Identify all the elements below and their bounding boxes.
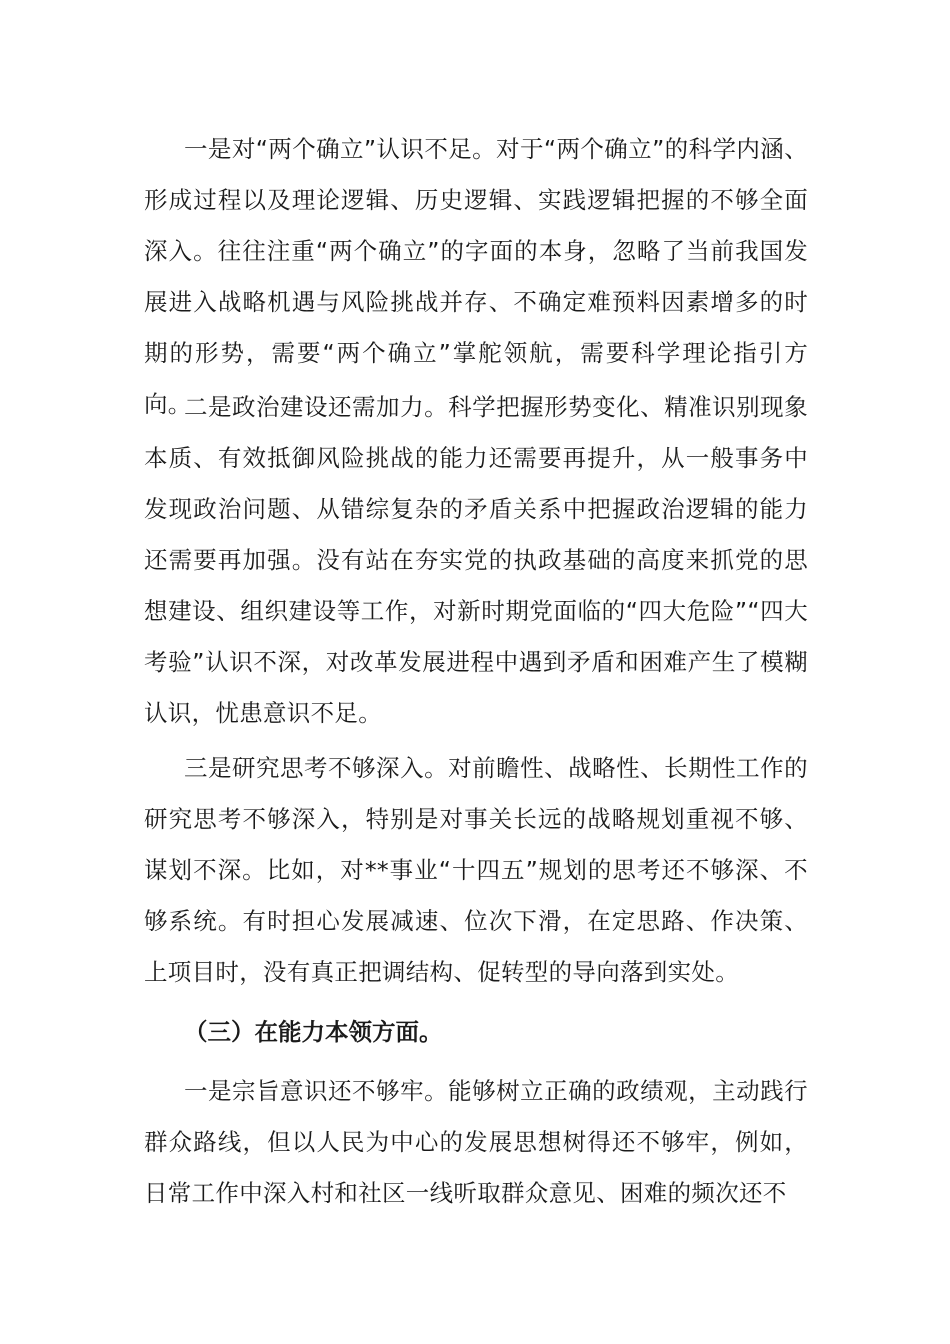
paragraph-purpose-awareness: 一是宗旨意识还不够牢。能够树立正确的政绩观，主动践行群众路线，但以人民为中心的发展思想树得还不够牢，例如，日常工作中深入村和社区一线听取群众意见、困难的频次还不: [144, 1077, 808, 1207]
paragraph-two-establishments: 一是对“两个确立”认识不足。对于“两个确立”的科学内涵、形成过程以及理论逻辑、历史逻辑、实践逻辑把握的不够全面深入。往往注重“两个确立”的字面的本身，忽略了当前我国发展进入战略机遇与风险挑战并存、不确定难预料因素增多的时期的形势，需要“两个确立”掌舵领航，需要科学理论指引方向。: [144, 135, 808, 418]
paragraph-research-thinking: 三是研究思考不够深入。对前瞻性、战略性、长期性工作的研究思考不够深入，特别是对事关长远的战略规划重视不够、谋划不深。比如，对**事业“十四五”规划的思考还不够深、不够系统。有时担心发展减速、位次下滑，在定思路、作决策、上项目时，没有真正把调结构、促转型的导向落到实处。: [144, 754, 808, 986]
paragraph-political-building: 二是政治建设还需加力。科学把握形势变化、精准识别现象本质、有效抵御风险挑战的能力还需要再提升，从一般事务中发现政治问题、从错综复杂的矛盾关系中把握政治逻辑的能力还需要再加强。没有站在夯实党的执政基础的高度来抓党的思想建设、组织建设等工作，对新时期党面临的“四大危险”“四大考验”认识不深，对改革发展进程中遇到矛盾和困难产生了模糊认识，忧患意识不足。: [144, 393, 808, 727]
section-heading-ability: （三）在能力本领方面。: [184, 1018, 443, 1046]
